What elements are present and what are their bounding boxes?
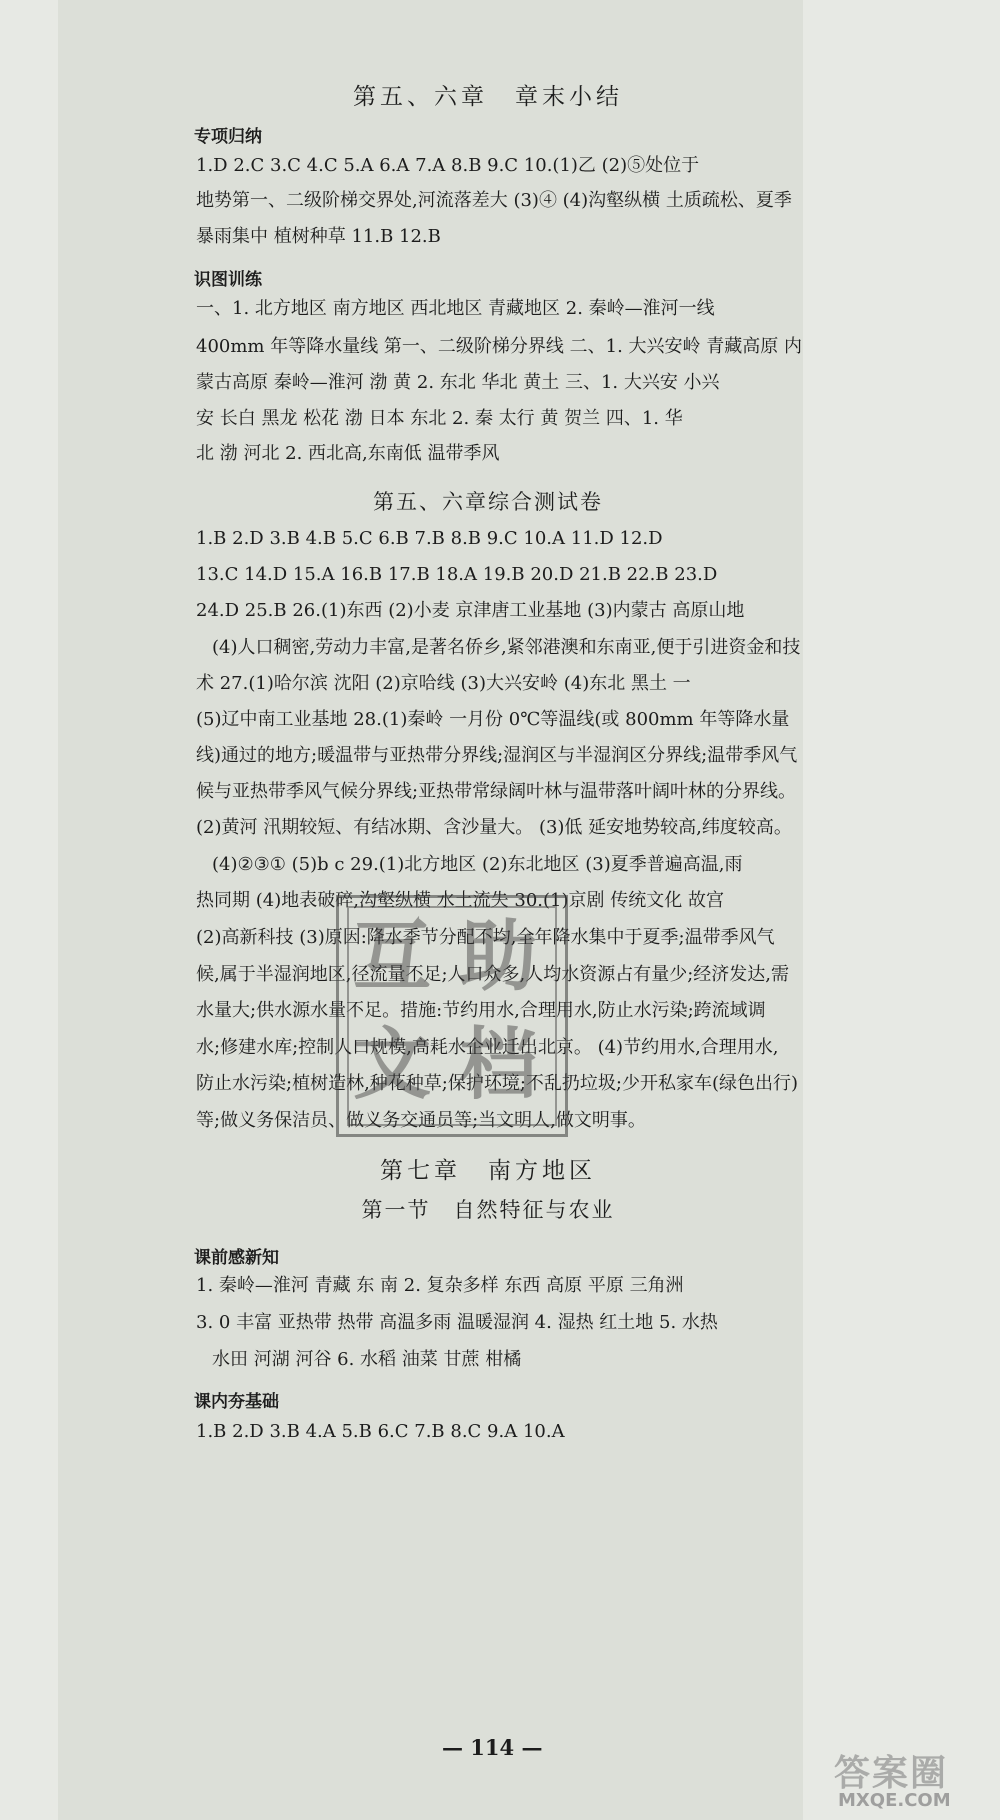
site-watermark <box>834 1745 984 1811</box>
map-training-label: 识图训练 <box>194 270 262 290</box>
test-line: 等;做义务保洁员、做义务交通员等;当文明人,做文明事。 <box>196 1110 646 1131</box>
map-training-line: 400mm 年等降水量线 第一、二级阶梯分界线 二、1. 大兴安岭 青藏高原 内 <box>196 336 802 357</box>
preview-line: 3. 0 丰富 亚热带 热带 高温多雨 温暖湿润 4. 湿热 红土地 5. 水热 <box>196 1312 718 1333</box>
test-line: 防止水污染;植树造林,种花种草;保护环境;不乱扔垃圾;少开私家车(绿色出行) <box>196 1073 799 1094</box>
test-line: (2)高新科技 (3)原因:降水季节分配不均,全年降水集中于夏季;温带季风气 <box>196 927 775 948</box>
test-line: (4)人口稠密,劳动力丰富,是著名侨乡,紧邻港澳和东南亚,便于引进资金和技 <box>212 637 801 658</box>
stamp-char: 互 <box>353 912 432 1002</box>
section1-title: 第一节 自然特征与农业 <box>361 1198 615 1222</box>
summary-title: 第五、六章 章末小结 <box>353 84 623 110</box>
special-summary-label: 专项归纳 <box>194 127 262 147</box>
preview-line: 1. 秦岭—淮河 青藏 东 南 2. 复杂多样 东西 高原 平原 三角洲 <box>196 1275 684 1296</box>
basics-label: 课内夯基础 <box>194 1392 279 1412</box>
special-summary-line: 暴雨集中 植树种草 11.B 12.B <box>196 226 441 247</box>
map-training-line: 安 长白 黑龙 松花 渤 日本 东北 2. 秦 太行 黄 贺兰 四、1. 华 <box>196 408 683 429</box>
watermark-stamp <box>336 895 568 1137</box>
test-line: 13.C 14.D 15.A 16.B 17.B 18.A 19.B 20.D 21.B 22.B 23.D <box>196 564 718 585</box>
map-training-line: 北 渤 河北 2. 西北高,东南低 温带季风 <box>196 443 500 464</box>
test-line: (4)②③① (5)b c 29.(1)北方地区 (2)东北地区 (3)夏季普遍高温,雨 <box>212 854 743 875</box>
test-line: 热同期 (4)地表破碎,沟壑纵横 水土流失 30.(1)京剧 传统文化 故宫 <box>196 890 724 911</box>
test-line: (2)黄河 汛期较短、有结冰期、含沙量大。 (3)低 延安地势较高,纬度较高。 <box>196 817 792 838</box>
preview-line: 水田 河湖 河谷 6. 水稻 油菜 甘蔗 柑橘 <box>212 1349 522 1370</box>
test-line: (5)辽中南工业基地 28.(1)秦岭 一月份 0℃等温线(或 800mm 年等降水量 <box>196 709 790 730</box>
test-line: 线)通过的地方;暖温带与亚热带分界线;湿润区与半湿润区分界线;温带季风气 <box>196 745 798 766</box>
basics-line: 1.B 2.D 3.B 4.A 5.B 6.C 7.B 8.C 9.A 10.A <box>196 1421 565 1442</box>
watermark-text: 答案圈 <box>834 1753 949 1794</box>
stamp-char: 文 <box>353 1020 432 1110</box>
test-line: 24.D 25.B 26.(1)东西 (2)小麦 京津唐工业基地 (3)内蒙古 高原山地 <box>196 600 745 621</box>
stamp-char: 档 <box>459 1020 538 1110</box>
map-training-line: 一、1. 北方地区 南方地区 西北地区 青藏地区 2. 秦岭—淮河一线 <box>196 298 715 319</box>
test-line: 候与亚热带季风气候分界线;亚热带常绿阔叶林与温带落叶阔叶林的分界线。 <box>196 781 797 802</box>
watermark-url: MXQE.COM <box>838 1790 951 1811</box>
map-training-line: 蒙古高原 秦岭—淮河 渤 黄 2. 东北 华北 黄土 三、1. 大兴安 小兴 <box>196 372 720 393</box>
page-number: — 114 — <box>442 1735 543 1760</box>
test-line: 水量大;供水源水量不足。措施:节约用水,合理用水,防止水污染;跨流域调 <box>196 1000 766 1021</box>
test-line: 水;修建水库;控制人口规模,高耗水企业迁出北京。 (4)节约用水,合理用水, <box>196 1037 779 1058</box>
special-summary-line: 地势第一、二级阶梯交界处,河流落差大 (3)④ (4)沟壑纵横 土质疏松、夏季 <box>196 190 792 211</box>
preview-label: 课前感新知 <box>194 1248 279 1268</box>
test-line: 候,属于半湿润地区,径流量不足;人口众多,人均水资源占有量少;经济发达,需 <box>196 964 790 985</box>
test-line: 1.B 2.D 3.B 4.B 5.C 6.B 7.B 8.B 9.C 10.A 11.D 12.D <box>196 528 663 549</box>
test-line: 术 27.(1)哈尔滨 沈阳 (2)京哈线 (3)大兴安岭 (4)东北 黑土 一 <box>196 673 691 694</box>
stamp-char: 助 <box>459 912 538 1002</box>
book-page <box>58 0 803 1820</box>
test-title: 第五、六章综合测试卷 <box>373 490 603 514</box>
chapter7-title: 第七章 南方地区 <box>380 1158 596 1184</box>
special-summary-line: 1.D 2.C 3.C 4.C 5.A 6.A 7.A 8.B 9.C 10.(1)乙 (2)⑤处位于 <box>196 155 700 176</box>
